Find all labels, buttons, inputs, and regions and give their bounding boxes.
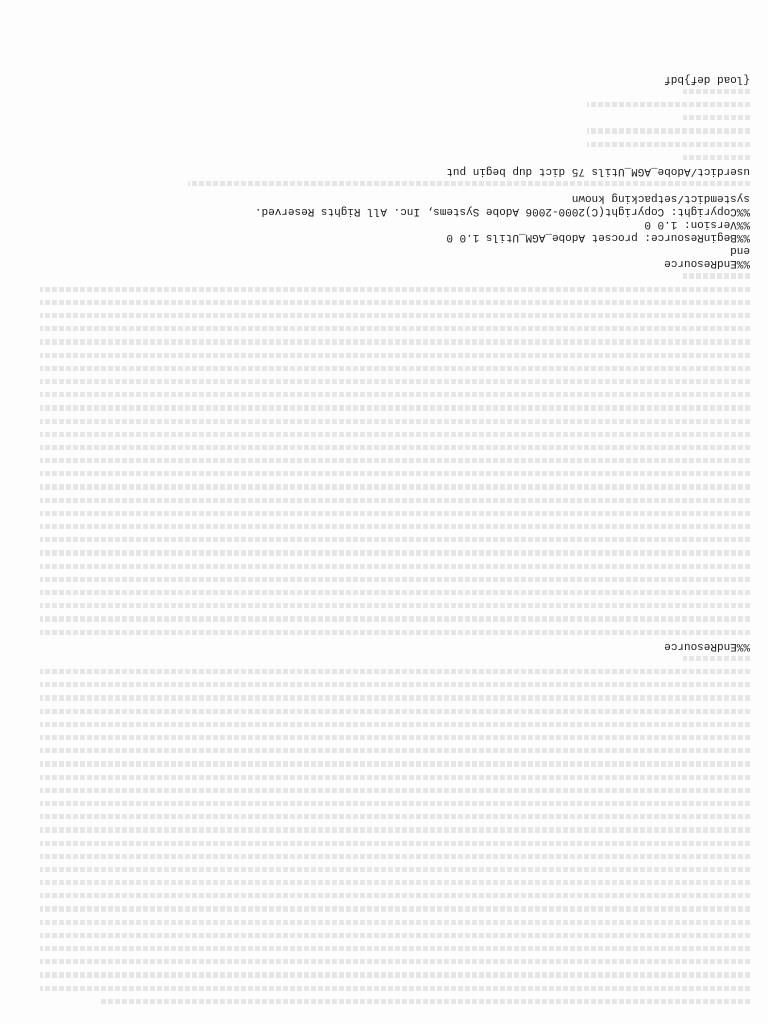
code-line bbox=[683, 270, 750, 283]
code-line bbox=[40, 520, 750, 533]
code-line bbox=[40, 731, 750, 744]
code-line bbox=[40, 784, 750, 797]
code-line bbox=[40, 771, 750, 784]
code-line bbox=[683, 652, 750, 665]
code-line bbox=[40, 283, 750, 296]
code-line bbox=[40, 573, 750, 586]
code-line: end bbox=[730, 244, 750, 257]
code-line bbox=[40, 388, 750, 401]
code-line: %%Copyright: Copyright(C)2000-2006 Adobe Systems, Inc. All Rights Reserved. bbox=[254, 204, 750, 217]
code-line bbox=[40, 850, 750, 863]
code-line bbox=[40, 942, 750, 955]
code-line bbox=[587, 98, 750, 111]
code-line bbox=[40, 428, 750, 441]
code-line bbox=[587, 138, 750, 151]
code-line bbox=[40, 441, 750, 454]
code-line bbox=[40, 810, 750, 823]
code-line bbox=[40, 705, 750, 718]
code-line bbox=[40, 335, 750, 348]
code-line bbox=[99, 995, 750, 1008]
code-line bbox=[40, 362, 750, 375]
code-line bbox=[188, 177, 750, 190]
code-line bbox=[40, 322, 750, 335]
code-line bbox=[40, 665, 750, 678]
code-line bbox=[40, 415, 750, 428]
code-line bbox=[40, 797, 750, 810]
code-line bbox=[40, 718, 750, 731]
code-line bbox=[40, 454, 750, 467]
code-line bbox=[40, 876, 750, 889]
code-line bbox=[40, 678, 750, 691]
code-line bbox=[40, 757, 750, 770]
code-line bbox=[40, 863, 750, 876]
code-line: %%EndResource bbox=[664, 257, 750, 270]
code-line bbox=[40, 968, 750, 981]
code-line bbox=[40, 916, 750, 929]
code-line bbox=[40, 692, 750, 705]
code-line bbox=[40, 626, 750, 639]
code-line: %%BeginResource: procset Adobe_AGM_Utils 1.0 0 bbox=[446, 231, 750, 244]
code-line bbox=[40, 744, 750, 757]
code-line bbox=[40, 889, 750, 902]
code-line bbox=[40, 837, 750, 850]
code-line bbox=[40, 599, 750, 612]
code-line bbox=[40, 929, 750, 942]
code-line bbox=[683, 151, 750, 164]
code-line bbox=[40, 375, 750, 388]
code-line: %%EndResource bbox=[664, 639, 750, 652]
code-line bbox=[40, 982, 750, 995]
code-line bbox=[40, 546, 750, 559]
postscript-listing bbox=[10, 72, 750, 1008]
code-line bbox=[40, 586, 750, 599]
code-line bbox=[683, 85, 750, 98]
code-line bbox=[40, 903, 750, 916]
code-line: systemdict/setpacking known bbox=[571, 191, 750, 204]
code-line bbox=[40, 823, 750, 836]
code-line bbox=[40, 296, 750, 309]
code-line bbox=[40, 533, 750, 546]
code-line bbox=[683, 111, 750, 124]
code-line: %%Version: 1.0 0 bbox=[644, 217, 750, 230]
code-line bbox=[40, 612, 750, 625]
code-line bbox=[40, 481, 750, 494]
code-line: userdict/Adobe_AGM_Utils 75 dict dup begin put bbox=[446, 165, 750, 178]
code-line bbox=[40, 494, 750, 507]
code-line bbox=[40, 349, 750, 362]
code-line bbox=[40, 309, 750, 322]
code-line bbox=[40, 401, 750, 414]
code-line: {load def}bdf bbox=[664, 72, 750, 85]
code-line bbox=[40, 560, 750, 573]
code-line bbox=[40, 955, 750, 968]
code-line bbox=[40, 507, 750, 520]
code-line bbox=[587, 124, 750, 137]
code-line bbox=[40, 467, 750, 480]
